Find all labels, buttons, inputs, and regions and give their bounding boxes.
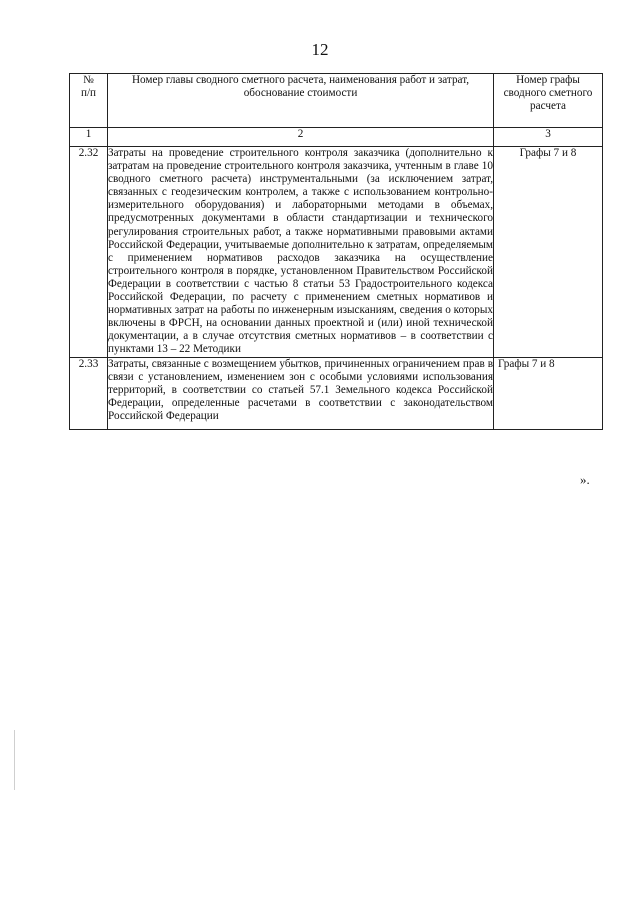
- header-description-cell: Номер главы сводного сметного расчета, наименования работ и затрат, обоснование стоимости: [108, 74, 494, 128]
- index-cell-1: 1: [70, 128, 108, 147]
- closing-quote-mark: ».: [580, 472, 590, 487]
- table-row: [70, 357, 603, 429]
- row-description: Затраты, связанные с возмещением убытков, причиненных ограничением прав в связи с установлением, изменением зон с особыми условиями использования территорий, в соответствии со статьей 57.1 Земельного кодекса Российской Федерации, определенные расчетами в соответствии с законодательством Российской Федерации: [108, 357, 494, 429]
- table-row: [70, 147, 603, 358]
- page-number: 12: [311, 40, 329, 59]
- row-description: Затраты на проведение строительного контроля заказчика (дополнительно к затратам на проведение строительного контроля заказчика, учтенным в главе 10 сводного сметного расчета) инструментальными (за исключением затрат, связанных с геодезическим контролем, а также с использованием контрольно-измерительного оборудования) и лабораторными методами в объемах, предусмотренных документами в области стандартизации и технического регулирования строительных работ, а также нормативными правовыми актами Российской Федерации, учитываемые дополнительно к затратам, определяемым с применением нормативов расходов заказчика на осуществление строительного контроля в порядке, установленном Правительством Российской Федерации в соответствии с частью 8 статьи 53 Градостроительного кодекса Российской Федерации, по расчету с применением сметных нормативов и нормативных затрат на работы по инженерным изысканиям, сведения о которых включены в ФРСН, на основании данных проектной и (или) иной технической документации, а в случае отсутствия сметных нормативов – в соответствии с пунктами 13 – 22 Методики: [108, 147, 493, 356]
- header-column-cell: Номер графы сводного сметного расчета: [494, 74, 603, 128]
- row-column-ref: Графы 7 и 8: [494, 357, 603, 429]
- header-number-abbrev: п/п: [80, 87, 97, 100]
- table-header-row: [70, 74, 603, 128]
- row-number: 2.32: [70, 147, 108, 358]
- index-cell-2: 2: [108, 128, 494, 147]
- header-number-sign: №: [83, 74, 94, 86]
- row-column-ref: Графы 7 и 8: [494, 147, 603, 358]
- row-number: 2.33: [70, 357, 108, 429]
- table-index-row: [70, 128, 603, 147]
- scan-edge-line: [14, 730, 15, 790]
- index-cell-3: 3: [494, 128, 603, 147]
- header-number-cell: [70, 74, 108, 128]
- cost-items-table: [69, 73, 603, 430]
